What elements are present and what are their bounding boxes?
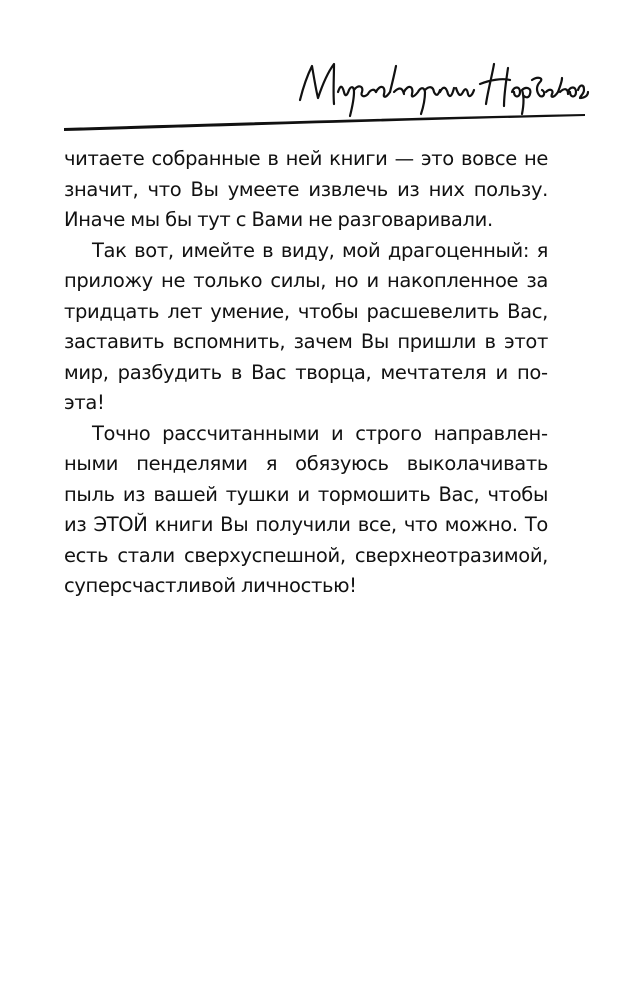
running-header: [0, 0, 632, 140]
paragraph-2: Так вот, имейте в виду, мой драгоценный: я приложу не только силы, но и накопленное за тридцать лет умение, чтобы расшевелить Вас, заставить вспомнить, зачем Вы пришли в этот мир, разбудить в Вас творца, мечтателя и поэта!: [64, 238, 548, 414]
paragraph-1: читаете собранные в ней книги — это вовсе не значит, что Вы умеете извлечь из них пользу. Иначе мы бы тут с Вами не разговаривали.: [64, 147, 548, 231]
paragraph-3: Точно рассчитанными и строго направленными пенделями я обязуюсь выколачивать пыль из вашей тушки и тормошить Вас, чтобы из ЭТОЙ книги Вы получили все, что можно. То есть стали сверхуспешной, сверхнеотразимой, суперсчастливой личностью!: [64, 421, 548, 597]
signature-strokes: [300, 64, 588, 116]
header-rule: [64, 114, 585, 131]
author-signature: [0, 0, 632, 140]
body-text: [64, 144, 548, 602]
